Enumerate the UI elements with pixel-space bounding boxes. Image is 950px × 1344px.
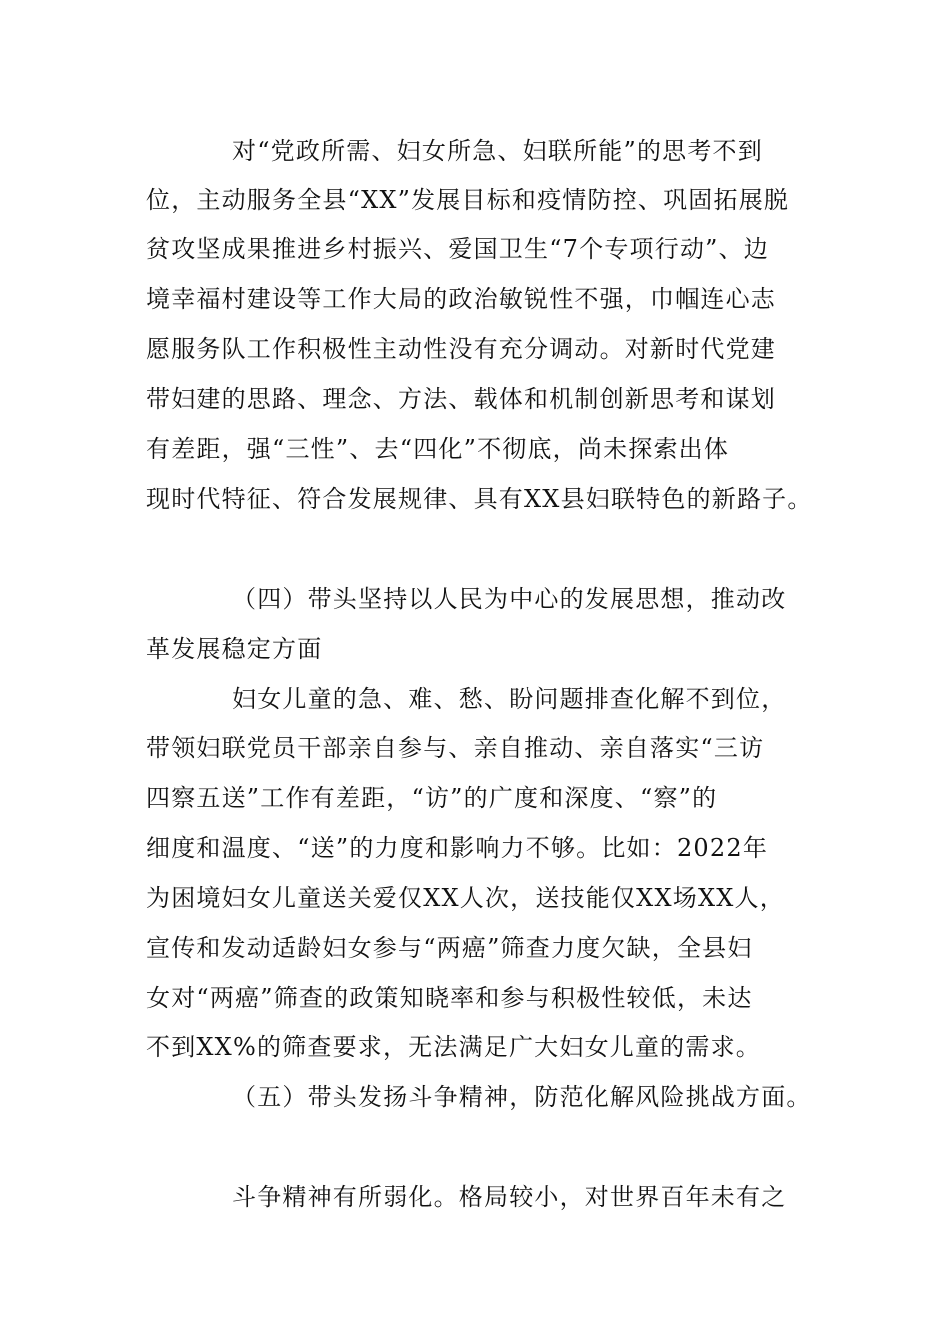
text-line: 带妇建的思路、理念、方法、载体和机制创新思考和谋划 — [146, 385, 776, 413]
text-line: 女对“两癌”筛查的政策知晓率和参与积极性较低，未达 — [146, 984, 753, 1012]
text-line: 对“党政所需、妇女所急、妇联所能”的思考不到 — [232, 137, 763, 165]
text-line: 细度和温度、“送”的力度和影响力不够。比如：2022年 — [146, 834, 769, 862]
text-line: 斗争精神有所弱化。格局较小，对世界百年未有之 — [232, 1183, 787, 1211]
text-line: 带领妇联党员干部亲自参与、亲自推动、亲自落实“三访 — [146, 734, 765, 762]
heading-line: 革发展稳定方面 — [146, 635, 323, 663]
text-line: 贫攻坚成果推进乡村振兴、爱国卫生“7个专项行动”、边 — [146, 235, 770, 263]
text-line: 境幸福村建设等工作大局的政治敏锐性不强，巾帼连心志 — [146, 285, 776, 313]
text-line: 妇女儿童的急、难、愁、盼问题排查化解不到位， — [232, 685, 787, 713]
text-line: 愿服务队工作积极性主动性没有充分调动。对新时代党建 — [146, 335, 776, 363]
text-line: 四察五送”工作有差距，“访”的广度和深度、“察”的 — [146, 784, 718, 812]
heading-line: （五）带头发扬斗争精神，防范化解风险挑战方面。 — [232, 1083, 812, 1111]
text-line: 现时代特征、符合发展规律、具有XX县妇联特色的新路子。 — [146, 485, 813, 513]
text-line: 位，主动服务全县“XX”发展目标和疫情防控、巩固拓展脱 — [146, 186, 790, 214]
text-line: 有差距，强“三性”、去“四化”不彻底，尚未探索出体 — [146, 435, 730, 463]
text-line: 不到XX%的筛查要求，无法满足广大妇女儿童的需求。 — [146, 1033, 761, 1061]
text-line: 为困境妇女儿童送关爱仅XX人次，送技能仅XX场XX人， — [146, 884, 785, 912]
text-line: 宣传和发动适龄妇女参与“两癌”筛查力度欠缺，全县妇 — [146, 934, 753, 962]
heading-line: （四）带头坚持以人民为中心的发展思想，推动改 — [232, 585, 787, 613]
